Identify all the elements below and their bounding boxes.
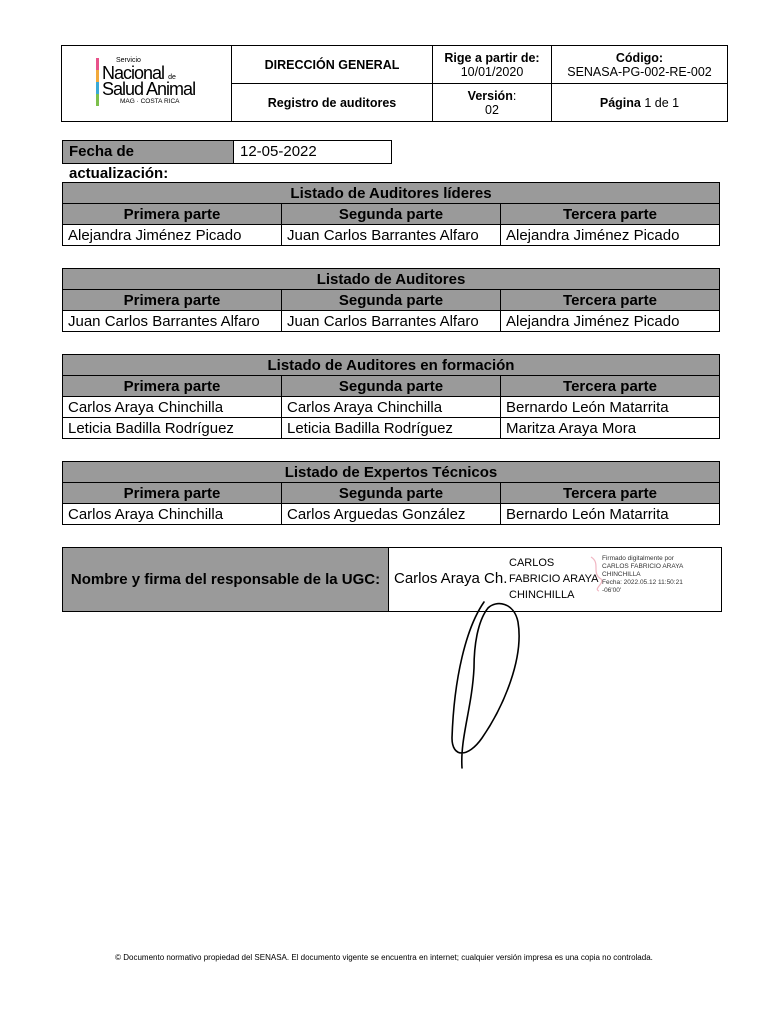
column-header: Segunda parte — [282, 376, 501, 397]
expertos-tecnicos-table — [62, 461, 720, 525]
table-row — [63, 225, 720, 246]
direction-title: DIRECCIÓN GENERAL — [232, 46, 433, 84]
table-cell: Juan Carlos Barrantes Alfaro — [282, 225, 501, 246]
table-cell: Maritza Araya Mora — [501, 418, 720, 439]
table-title: Listado de Auditores — [63, 269, 720, 290]
logo-servicio-text: Servicio — [116, 57, 141, 64]
version-colon: : — [512, 88, 517, 103]
column-header: Primera parte — [63, 204, 282, 225]
logo-de-text: de — [168, 74, 176, 81]
column-header: Segunda parte — [282, 204, 501, 225]
column-header: Tercera parte — [501, 290, 720, 311]
signature-block — [62, 547, 722, 612]
table-title: Listado de Expertos Técnicos — [63, 462, 720, 483]
table-cell: Alejandra Jiménez Picado — [501, 225, 720, 246]
logo-color-bar — [96, 58, 99, 106]
table-cell: Carlos Arguedas González — [282, 504, 501, 525]
column-header: Tercera parte — [501, 483, 720, 504]
table-title: Listado de Auditores en formación — [63, 355, 720, 376]
signature-cn-line: CHINCHILLA — [509, 589, 575, 601]
logo-mag-costa-rica: MAG · COSTA RICA — [120, 98, 180, 105]
signature-meta-line: Fecha: 2022.05.12 11:50:21 — [602, 579, 683, 586]
version-value: 02 — [485, 102, 499, 117]
table-row — [63, 311, 720, 332]
senasa-logo — [62, 46, 231, 121]
pagina-cell — [552, 84, 728, 122]
signature-meta-line: Firmado digitalmente por — [602, 555, 674, 562]
column-header: Primera parte — [63, 376, 282, 397]
table-title: Listado de Auditores líderes — [63, 183, 720, 204]
table-cell: Leticia Badilla Rodríguez — [282, 418, 501, 439]
logo-nacional-text: Nacional — [102, 63, 165, 83]
pagina-label: Página — [599, 95, 641, 110]
codigo-value: SENASA-PG-002-RE-002 — [567, 64, 712, 79]
column-header: Tercera parte — [501, 204, 720, 225]
table-row — [63, 397, 720, 418]
signature-area — [389, 548, 721, 611]
signer-name: Carlos Araya Ch. — [394, 570, 508, 587]
codigo-cell — [552, 46, 728, 84]
signature-cn-line: FABRICIO ARAYA — [509, 573, 599, 585]
footer-notice: © Documento normativo propiedad del SENASA. El documento vigente se encuentra en internet; cualquier versión impresa es una copia no controlada. — [115, 953, 653, 962]
logo-cell — [62, 46, 232, 122]
register-title: Registro de auditores — [232, 84, 433, 122]
column-header: Segunda parte — [282, 483, 501, 504]
rige-cell — [433, 46, 552, 84]
pagina-value: 1 de 1 — [644, 95, 680, 110]
table-cell: Bernardo León Matarrita — [501, 397, 720, 418]
handwritten-signature — [444, 598, 526, 774]
column-header: Tercera parte — [501, 376, 720, 397]
column-header: Primera parte — [63, 483, 282, 504]
digital-signature-cn — [509, 555, 598, 603]
table-cell: Carlos Araya Chinchilla — [63, 397, 282, 418]
column-header: Segunda parte — [282, 290, 501, 311]
codigo-label: Código: — [615, 50, 664, 65]
table-cell: Juan Carlos Barrantes Alfaro — [63, 311, 282, 332]
auditores-lideres-table — [62, 182, 720, 246]
signature-meta-line: CHINCHILLA — [602, 571, 641, 578]
table-row — [63, 418, 720, 439]
signature-meta-line: -06'00' — [602, 587, 622, 594]
auditores-en-formacion-table — [62, 354, 720, 439]
logo-salud-animal: Salud Animal — [102, 79, 196, 99]
table-cell: Juan Carlos Barrantes Alfaro — [282, 311, 501, 332]
signature-meta-line: CARLOS FABRICIO ARAYA — [602, 563, 684, 570]
auditores-table — [62, 268, 720, 332]
table-cell: Carlos Araya Chinchilla — [63, 504, 282, 525]
rige-label: Rige a partir de: — [444, 50, 540, 65]
table-cell: Bernardo León Matarrita — [501, 504, 720, 525]
table-cell: Alejandra Jiménez Picado — [63, 225, 282, 246]
table-cell: Carlos Araya Chinchilla — [282, 397, 501, 418]
column-header: Primera parte — [63, 290, 282, 311]
table-cell: Alejandra Jiménez Picado — [501, 311, 720, 332]
signature-label: Nombre y firma del responsable de la UGC: — [63, 548, 389, 611]
signature-cn-line: CARLOS — [509, 557, 555, 569]
table-cell: Leticia Badilla Rodríguez — [63, 418, 282, 439]
version-label: Versión — [467, 88, 513, 103]
fecha-label: Fecha de actualización: — [63, 141, 234, 163]
rige-value: 10/01/2020 — [460, 64, 524, 79]
fecha-value: 12-05-2022 — [240, 143, 317, 160]
version-cell — [433, 84, 552, 122]
fecha-actualizacion — [62, 140, 392, 182]
document-header — [61, 45, 728, 122]
table-row — [63, 504, 720, 525]
digital-signature-meta — [602, 555, 683, 595]
